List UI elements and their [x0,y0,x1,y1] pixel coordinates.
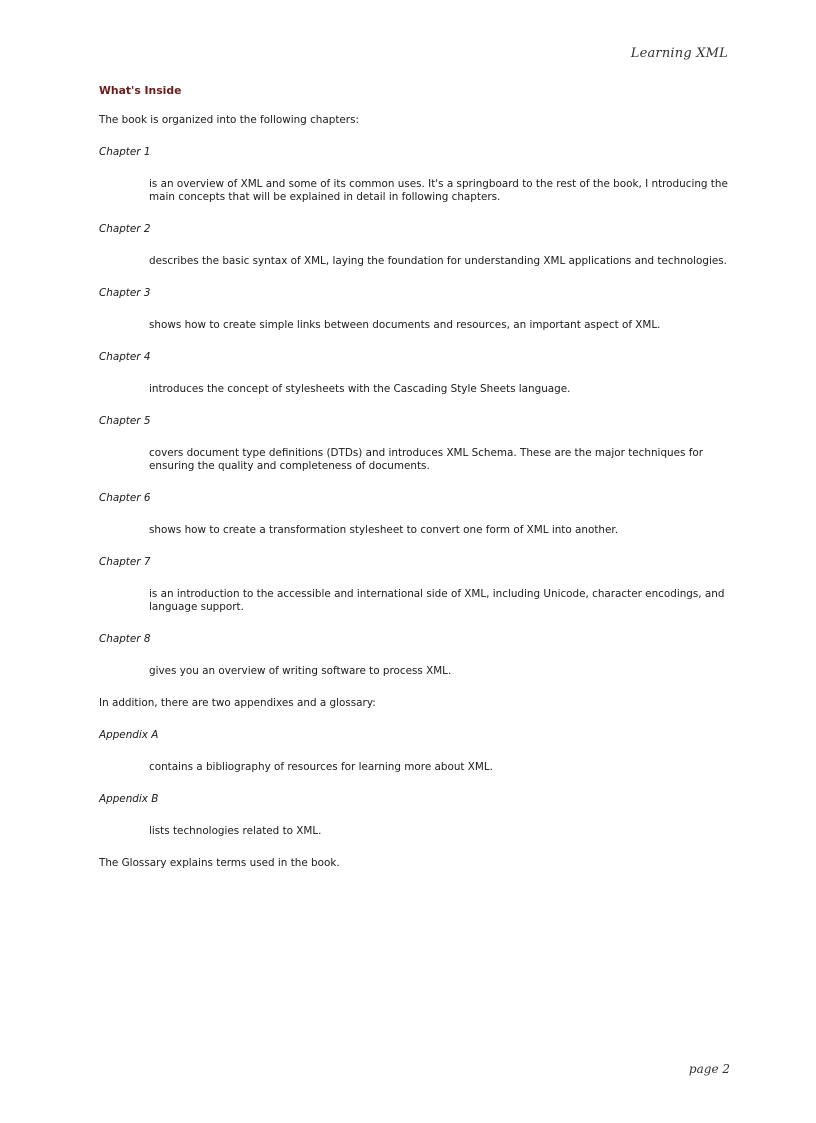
running-header-title: Learning XML [630,46,728,61]
chapter-3-term: Chapter 3 [99,287,151,299]
chapter-2-description: describes the basic syntax of XML, laying the foundation for understanding XML applications and technologies. [149,255,727,267]
appendix-list [99,729,729,838]
page-number: page 2 [688,1062,730,1076]
chapter-2-term: Chapter 2 [99,223,151,235]
intro-paragraph: The book is organized into the following chapters: [99,114,359,126]
chapter-5-term: Chapter 5 [99,415,151,427]
appendix-b-term: Appendix B [99,793,159,805]
chapter-4-description: introduces the concept of stylesheets with the Cascading Style Sheets language. [149,383,571,395]
chapter-1-description: is an overview of XML and some of its common uses. It's a springboard to the rest of the book, I ntroducing the main concepts that will be explained in detail in following chapters. [149,178,728,203]
chapter-4-term: Chapter 4 [99,351,151,363]
chapter-7-description: is an introduction to the accessible and international side of XML, including Unicode, character encodings, and language support. [149,588,725,613]
chapter-7-term: Chapter 7 [99,556,151,568]
chapter-6-description: shows how to create a transformation stylesheet to convert one form of XML into another. [149,524,619,536]
appendix-a-term: Appendix A [99,729,159,741]
section-title: What's Inside [99,84,182,97]
chapter-5-description: covers document type definitions (DTDs) and introduces XML Schema. These are the major techniques for ensuring the quality and completeness of documents. [149,447,704,472]
chapter-3-description: shows how to create simple links between documents and resources, an important aspect of XML. [149,319,661,331]
appendix-b-description: lists technologies related to XML. [149,825,322,837]
appendix-intro-paragraph: In addition, there are two appendixes and a glossary: [99,697,376,709]
chapter-1-term: Chapter 1 [99,146,151,158]
page-content [99,84,729,889]
appendix-a-description: contains a bibliography of resources for learning more about XML. [149,761,493,773]
chapter-list [99,146,729,678]
chapter-8-description: gives you an overview of writing software to process XML. [149,665,452,677]
chapter-8-term: Chapter 8 [99,633,151,645]
closing-paragraph: The Glossary explains terms used in the book. [99,857,340,869]
chapter-6-term: Chapter 6 [99,492,151,504]
